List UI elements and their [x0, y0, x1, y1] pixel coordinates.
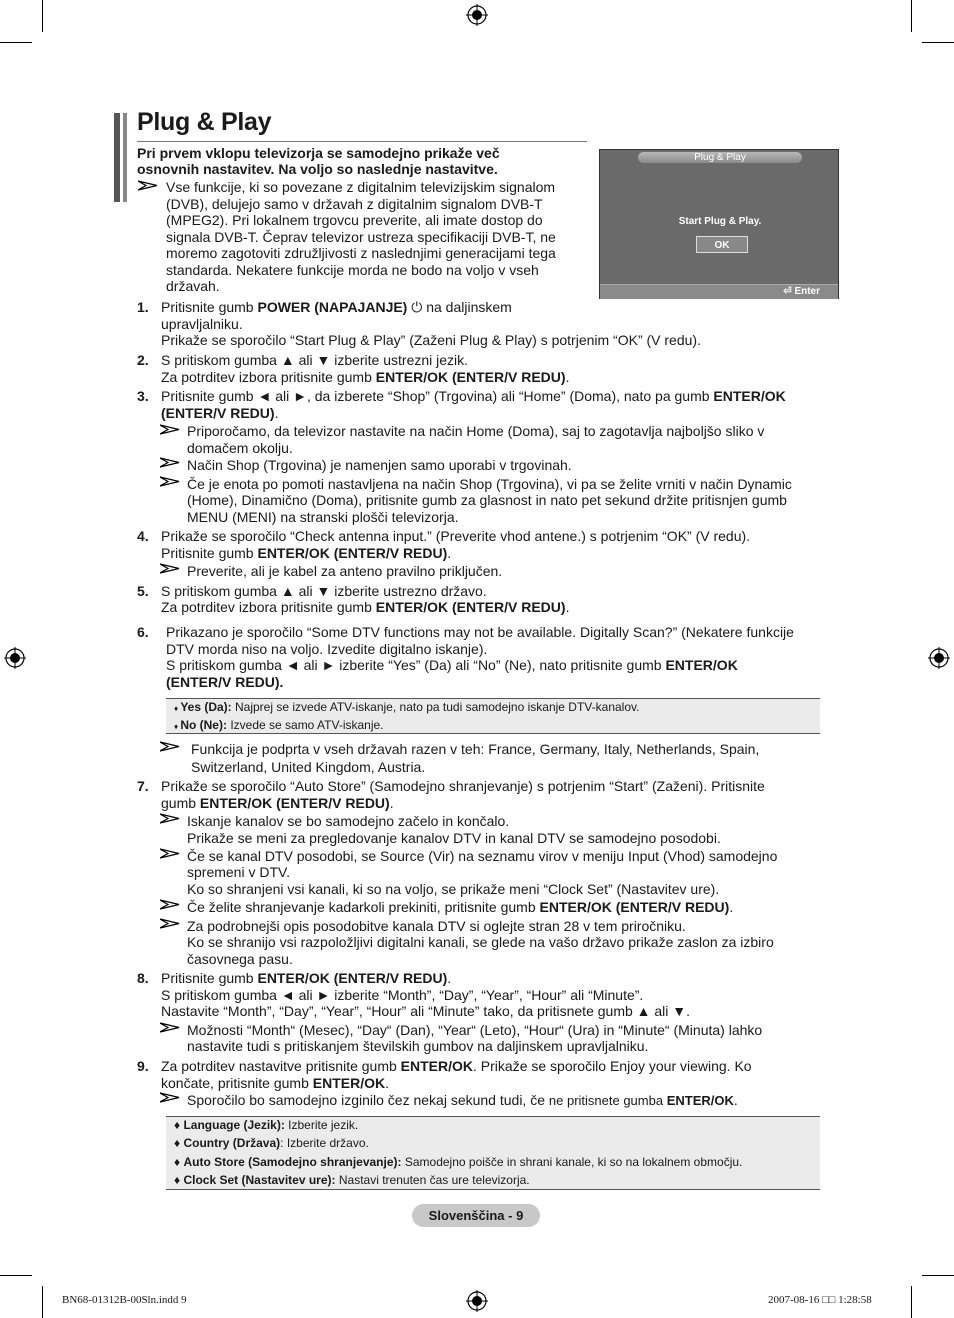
- step-number: 8.: [137, 970, 149, 986]
- intro-text: osnovnih nastavitev. Na voljo so naslednje nastavitve.: [137, 161, 498, 177]
- info-box-item: ♦ Yes (Da): Najprej se izvede ATV-iskanje, nato pa tudi samodejno iskanje DTV-kanalov.: [174, 700, 640, 714]
- note-text: Prikaže se meni za pregledovanje kanalov DTV in kanal DTV se samodejno posodobi.: [187, 829, 721, 846]
- step-number: 6.: [137, 624, 149, 640]
- step-number: 9.: [137, 1058, 149, 1074]
- note-text: Switzerland, United Kingdom, Austria.: [191, 759, 426, 775]
- step-text: DTV morda niso na voljo. Izvedite digitalno iskanje).: [166, 640, 488, 657]
- step-text: Prikaže se sporočilo “Auto Store” (Samodejno shranjevanje) s potrjenim “Start” (Zaženi). Pritisnite: [161, 778, 765, 794]
- note-arrow-icon: [160, 1092, 180, 1103]
- note-text: Če se kanal DTV posodobi, se Source (Vir) na seznamu virov v meniju Input (Vhod) samodejno: [187, 847, 778, 864]
- note-text: Če želite shranjevanje kadarkoli prekiniti, pritisnite gumb ENTER/OK (ENTER/V REDU).: [187, 898, 734, 915]
- enter-icon: ⏎: [783, 286, 795, 297]
- crop-mark: [42, 1286, 43, 1318]
- note-text: Če je enota po pomoti nastavljena na način Shop (Trgovina), vi pa se želite vrniti v način Dynamic: [187, 475, 792, 492]
- note-arrow-icon: [160, 457, 180, 468]
- note-dvb-line: standarda. Nekatere funkcije morda ne bodo na voljo v vseh: [166, 261, 539, 278]
- note-arrow-icon: [160, 563, 180, 574]
- info-box-item: ♦ Country (Država): Izberite državo.: [174, 1136, 369, 1150]
- crop-mark: [0, 1275, 32, 1276]
- step-text: gumb ENTER/OK (ENTER/V REDU).: [161, 794, 394, 811]
- note-text: časovnega pasu.: [187, 950, 293, 967]
- bullet-icon: ♦: [174, 1118, 184, 1132]
- note-text: MENU (MENI) na stranski plošči televizorja.: [187, 508, 459, 525]
- crop-mark: [42, 0, 43, 32]
- registration-mark-icon: [466, 1290, 488, 1312]
- step-text: S pritiskom gumba ▲ ali ▼ izberite ustrezni jezik.: [161, 352, 469, 368]
- note-text: Funkcija je podprta v vseh državah razen v teh: France, Germany, Italy, Netherlands, Spain,: [191, 741, 760, 757]
- note-arrow-icon: [160, 813, 180, 824]
- info-box-item: ♦ Auto Store (Samodejno shranjevanje): Samodejno poišče in shrani kanale, ki so na lokalnem območju.: [174, 1155, 743, 1169]
- file-slug: BN68-01312B-00Sln.indd 9: [62, 1294, 187, 1306]
- note-dvb-line: Vse funkcije, ki so povezane z digitalnim televizijskim signalom: [166, 179, 556, 195]
- info-box-item: ♦ No (Ne): Izvede se samo ATV-iskanje.: [174, 718, 384, 732]
- note-dvb-line: (DVB), delujejo samo v državah z digitalnim signalom DVB-T: [166, 195, 543, 212]
- step-text: S pritiskom gumba ◄ ali ► izberite “Yes” (Da) ali “No” (Ne), nato pritisnite gumb ENTER/OK: [166, 657, 738, 673]
- step-number: 1.: [137, 299, 149, 315]
- step-text: (ENTER/V REDU).: [161, 404, 279, 421]
- bullet-icon: ♦: [174, 722, 181, 731]
- note-arrow-icon: [160, 424, 180, 435]
- bullet-icon: ♦: [174, 704, 181, 713]
- tv-screen-message: Start Plug & Play.: [678, 216, 762, 227]
- step-text: Prikaže se sporočilo “Check antenna input.” (Preverite vhod antene.) s potrjenim “OK” (V redu).: [161, 528, 751, 544]
- info-box-item: ♦ Clock Set (Nastavitev ure): Nastavi trenuten čas ure televizorja.: [174, 1173, 530, 1187]
- bullet-icon: ♦: [174, 1173, 184, 1187]
- note-arrow-icon: [138, 180, 158, 191]
- note-arrow-icon: [160, 848, 180, 859]
- registration-mark-icon: [928, 647, 950, 669]
- step-text: Pritisnite gumb POWER (NAPAJANJE) ⏻ na daljinskem: [161, 299, 512, 315]
- bullet-icon: ♦: [174, 1136, 184, 1150]
- step-text: Pritisnite gumb ENTER/OK (ENTER/V REDU).: [161, 544, 452, 561]
- note-text: Možnosti “Month“ (Mesec), “Day“ (Dan), “Year“ (Leto), “Hour“ (Ura) in “Minute“ (Minuta) lahko: [187, 1021, 763, 1038]
- note-text: Preverite, ali je kabel za anteno pravilno priključen.: [187, 562, 503, 579]
- step-number: 2.: [137, 352, 149, 368]
- note-text: Za podrobnejši opis posodobitve kanala DTV si oglejte stran 28 v tem priročniku.: [187, 917, 686, 934]
- note-text: Iskanje kanalov se bo samodejno začelo in končalo.: [187, 813, 510, 829]
- note-arrow-icon: [160, 741, 180, 752]
- note-dvb-line: signala DVB-T. Čeprav televizor ustreza specifikaciji DVB-T, ne: [166, 228, 556, 245]
- tv-screen-illustration: [599, 149, 839, 299]
- tv-bottom-bar: [600, 284, 838, 299]
- title-rule: [137, 141, 587, 142]
- step-number: 3.: [137, 388, 149, 404]
- step-text: Pritisnite gumb ◄ ali ►, da izberete “Shop” (Trgovina) ali “Home” (Doma), nato pa gumb ENTER/OK: [161, 388, 786, 404]
- crop-mark: [0, 42, 32, 43]
- note-dvb-line: državah.: [166, 278, 220, 294]
- title-bar-decoration: [114, 113, 120, 202]
- step-text: Za potrditev izbora pritisnite gumb ENTER/OK (ENTER/V REDU).: [161, 368, 570, 385]
- info-box-item: ♦ Language (Jezik): Izberite jezik.: [174, 1118, 359, 1132]
- tv-ok-button: OK: [696, 236, 748, 253]
- step-text: S pritiskom gumba ◄ ali ► izberite “Month”, “Day”, “Year”, “Hour” ali “Minute”.: [161, 986, 644, 1003]
- note-text: Priporočamo, da televizor nastavite na način Home (Doma), saj to zagotavlja najboljšo sliko v: [187, 423, 765, 439]
- step-text: Prikaže se sporočilo “Start Plug & Play” (Zaženi Plug & Play) s potrjenim “OK” (V redu).: [161, 332, 701, 348]
- note-arrow-icon: [160, 899, 180, 910]
- step-text: upravljalniku.: [161, 315, 243, 332]
- note-text: Način Shop (Trgovina) je namenjen samo uporabi v trgovinah.: [187, 456, 572, 473]
- note-text: (Home), Dinamično (Doma), pritisnite gumb za glasnost in nato pet sekund držite pritisnjen gumb: [187, 492, 787, 508]
- intro-text: Pri prvem vklopu televizorja se samodejno prikaže več: [137, 145, 500, 161]
- crop-mark: [922, 1275, 954, 1276]
- tv-screen-title: Plug & Play: [638, 152, 802, 163]
- registration-mark-icon: [466, 4, 488, 26]
- note-arrow-icon: [160, 1022, 180, 1033]
- step-text: Za potrditev izbora pritisnite gumb ENTER/OK (ENTER/V REDU).: [161, 599, 570, 615]
- note-dvb-line: moremo zagotoviti združljivosti z naslednjimi generacijami tega: [166, 245, 556, 261]
- bullet-icon: ♦: [174, 1155, 184, 1169]
- step-text: končate, pritisnite gumb ENTER/OK.: [161, 1074, 389, 1091]
- step-number: 5.: [137, 583, 149, 599]
- registration-mark-icon: [4, 647, 26, 669]
- date-slug: 2007-08-16 □□ 1:28:58: [768, 1294, 872, 1306]
- note-text: domačem okolju.: [187, 439, 293, 456]
- step-text: Pritisnite gumb ENTER/OK (ENTER/V REDU).: [161, 970, 452, 986]
- note-text: Sporočilo bo samodejno izginilo čez nekaj sekund tudi, če ne pritisnete gumba ENTER/OK.: [187, 1092, 738, 1108]
- note-text: spremeni v DTV.: [187, 864, 290, 880]
- step-text: Nastavite “Month”, “Day”, “Year”, “Hour” ali “Minute” tako, da pritisnete gumb ▲ ali ▼.: [161, 1003, 691, 1019]
- step-text: (ENTER/V REDU).: [166, 673, 284, 690]
- step-text: S pritiskom gumba ▲ ali ▼ izberite ustrezno državo.: [161, 583, 487, 599]
- note-text: nastavite tudi s pritiskanjem številskih gumbov na daljinskem upravljalniku.: [187, 1038, 649, 1054]
- crop-mark: [922, 42, 954, 43]
- title-bar-decoration: [123, 113, 127, 202]
- step-text: Prikazano je sporočilo “Some DTV functions may not be available. Digitally Scan?” (Nekatere funkcije: [166, 624, 794, 640]
- crop-mark: [911, 1286, 912, 1318]
- power-icon: ⏻: [407, 299, 423, 315]
- page-number-badge: Slovenščina - 9: [412, 1204, 540, 1227]
- tv-enter-hint: ⏎ Enter: [783, 286, 820, 297]
- step-number: 4.: [137, 528, 149, 544]
- note-arrow-icon: [160, 918, 180, 929]
- note-arrow-icon: [160, 476, 180, 487]
- note-dvb-line: (MPEG2). Pri lokalnem trgovcu preverite, ali imate dostop do: [166, 212, 543, 228]
- page-title: Plug & Play: [137, 108, 272, 136]
- note-text: Ko so shranjeni vsi kanali, ki so na voljo, se prikaže meni “Clock Set” (Nastavitev ure).: [187, 880, 720, 897]
- step-number: 7.: [137, 778, 149, 794]
- crop-mark: [911, 0, 912, 32]
- step-text: Za potrditev nastavitve pritisnite gumb ENTER/OK. Prikaže se sporočilo Enjoy your viewing. Ko: [161, 1058, 752, 1074]
- note-text: Ko se shranijo vsi razpoložljivi digitalni kanali, se glede na vašo državo prikaže zaslon za izbiro: [187, 934, 774, 950]
